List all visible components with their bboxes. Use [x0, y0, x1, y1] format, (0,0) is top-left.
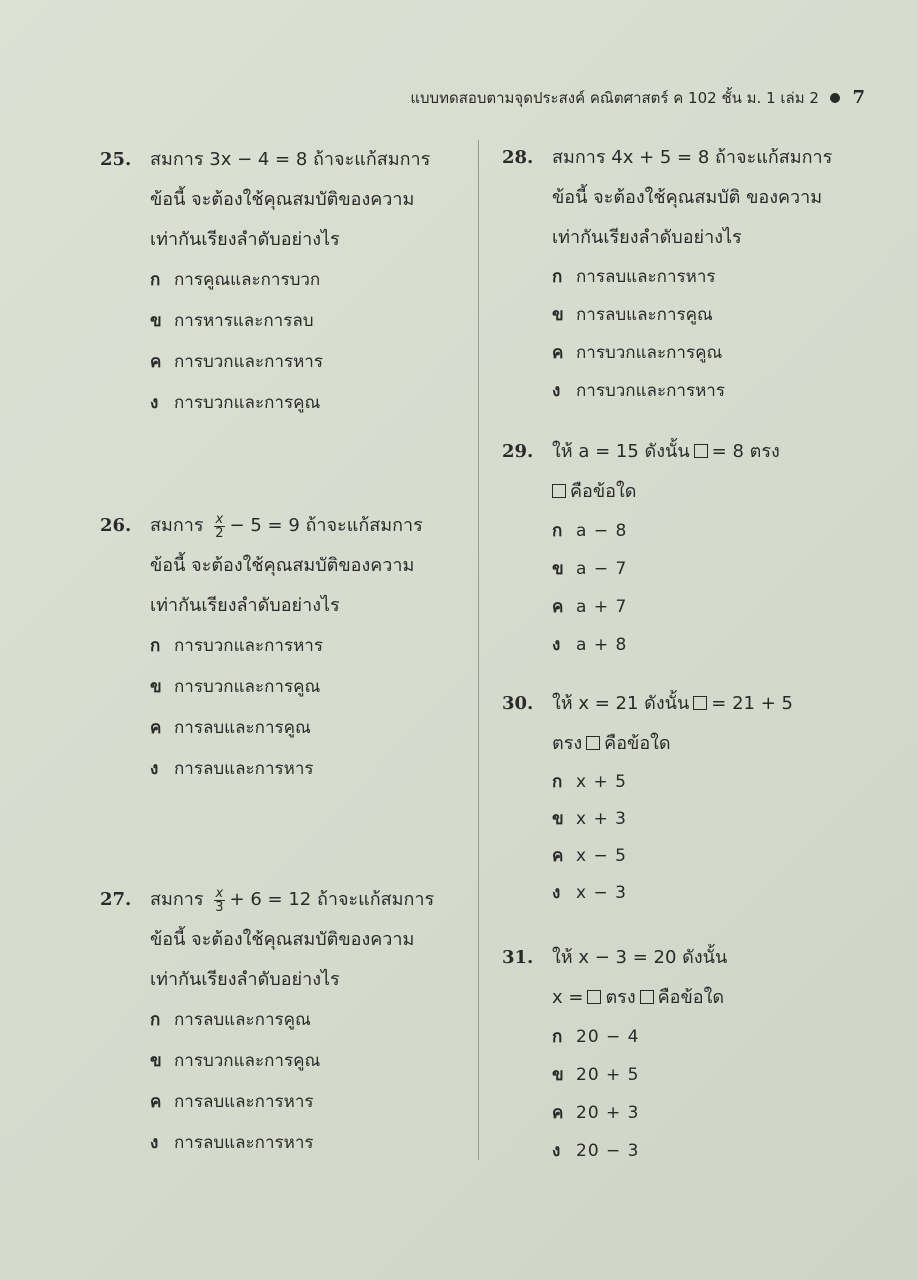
question-text: เท่ากันเรียงลำดับอย่างไร — [150, 595, 340, 616]
option-kho-khwai[interactable]: ค a + 7 — [552, 597, 628, 617]
option-kho[interactable]: ข x + 3 — [552, 809, 627, 829]
question-number: 26. — [100, 515, 132, 536]
blank-box-icon — [694, 444, 708, 458]
option-ngo[interactable]: ง การบวกและการคูณ — [150, 393, 321, 413]
bullet-dot-icon — [830, 93, 840, 103]
question-26: 26. สมการ $\frac{x}{2}$ − 5 = 9 ถ้าจะแก้สมการ ข้อนี้ จะต้องใช้คุณสมบัติของความ เท่ากันเรียงลำดับอย่างไร ก การบวกและการหาร ข การบวกและการคูณ ค การลบและการคูณ ง การลบและการหาร — [100, 506, 423, 790]
question-text: ข้อนี้ จะต้องใช้คุณสมบัติของความ — [150, 929, 415, 950]
fraction: $\frac{x}{3}$ — [215, 885, 224, 915]
question-30: 30. ให้ x = 21 ดังนั้น = 21 + 5 ตรง คือข้อใด ก x + 5 ข x + 3 ค x − 5 ง x − 3 — [502, 684, 793, 912]
question-number: 28. — [502, 147, 534, 168]
option-ka[interactable]: ก การลบและการหาร — [552, 267, 716, 287]
option-kho[interactable]: ข การบวกและการคูณ — [150, 677, 321, 697]
option-ka[interactable]: ก การลบและการคูณ — [150, 1010, 311, 1030]
question-number: 27. — [100, 889, 132, 910]
column-divider — [478, 140, 479, 1160]
option-kho[interactable]: ข การบวกและการคูณ — [150, 1051, 321, 1071]
question-number: 29. — [502, 441, 534, 462]
question-27: 27. สมการ $\frac{x}{3}$ + 6 = 12 ถ้าจะแก้สมการ ข้อนี้ จะต้องใช้คุณสมบัติของความ เท่ากันเรียงลำดับอย่างไร ก การลบและการคูณ ข การบวกและการคูณ ค การลบและการหาร ง การลบและการหาร — [100, 880, 434, 1164]
option-ngo[interactable]: ง x − 3 — [552, 883, 627, 903]
blank-box-icon — [640, 990, 654, 1004]
option-kho-khwai[interactable]: ค การบวกและการคูณ — [552, 343, 723, 363]
option-ka[interactable]: ก การคูณและการบวก — [150, 270, 321, 290]
question-text: สมการ 3x − 4 = 8 ถ้าจะแก้สมการ — [150, 149, 431, 170]
question-number: 31. — [502, 947, 534, 968]
option-kho[interactable]: ข การหารและการลบ — [150, 311, 314, 331]
option-kho-khwai[interactable]: ค 20 + 3 — [552, 1103, 640, 1123]
option-ngo[interactable]: ง การบวกและการหาร — [552, 381, 725, 401]
option-ka[interactable]: ก 20 − 4 — [552, 1027, 640, 1047]
question-25 — [100, 140, 430, 424]
option-ka[interactable]: ก a − 8 — [552, 521, 628, 541]
option-ngo[interactable]: ง การลบและการหาร — [150, 1133, 314, 1153]
option-kho-khwai[interactable]: ค การลบและการคูณ — [150, 718, 311, 738]
option-kho[interactable]: ข a − 7 — [552, 559, 628, 579]
blank-box-icon — [586, 736, 600, 750]
question-text: ข้อนี้ จะต้องใช้คุณสมบัติ ของความ — [552, 187, 823, 208]
question-31: 31. ให้ x − 3 = 20 ดังนั้น x = ตรง คือข้อใด ก 20 − 4 ข 20 + 5 ค 20 + 3 ง 20 − 3 — [502, 938, 727, 1170]
option-kho-khwai[interactable]: ค การบวกและการหาร — [150, 352, 323, 372]
blank-box-icon — [587, 990, 601, 1004]
question-text: ข้อนี้ จะต้องใช้คุณสมบัติของความ — [150, 555, 415, 576]
option-kho[interactable]: ข การลบและการคูณ — [552, 305, 713, 325]
question-text: ข้อนี้ จะต้องใช้คุณสมบัติของความ — [150, 189, 415, 210]
option-kho-khwai[interactable]: ค การลบและการหาร — [150, 1092, 314, 1112]
option-ngo[interactable]: ง การลบและการหาร — [150, 759, 314, 779]
option-ngo[interactable]: ง 20 − 3 — [552, 1141, 640, 1161]
question-29: 29. ให้ a = 15 ดังนั้น = 8 ตรง คือข้อใด ก a − 8 ข a − 7 ค a + 7 ง a + 8 — [502, 432, 780, 664]
question-text: เท่ากันเรียงลำดับอย่างไร — [552, 227, 742, 248]
option-ka[interactable]: ก x + 5 — [552, 772, 627, 792]
question-number: 30. — [502, 693, 534, 714]
option-ka[interactable]: ก การบวกและการหาร — [150, 636, 323, 656]
question-number: 25. — [100, 149, 132, 170]
fraction: $\frac{x}{2}$ — [215, 511, 224, 541]
page-number: 7 — [852, 87, 865, 108]
question-text: เท่ากันเรียงลำดับอย่างไร — [150, 229, 340, 250]
blank-box-icon — [693, 696, 707, 710]
option-kho[interactable]: ข 20 + 5 — [552, 1065, 640, 1085]
header-title: แบบทดสอบตามจุดประสงค์ คณิตศาสตร์ ค 102 ชั้น ม. 1 เล่ม 2 — [410, 89, 819, 107]
question-text: เท่ากันเรียงลำดับอย่างไร — [150, 969, 340, 990]
option-ngo[interactable]: ง a + 8 — [552, 635, 628, 655]
option-kho-khwai[interactable]: ค x − 5 — [552, 846, 627, 866]
question-28: 28. สมการ 4x + 5 = 8 ถ้าจะแก้สมการ ข้อนี้ จะต้องใช้คุณสมบัติ ของความ เท่ากันเรียงลำดับอย่างไร ก การลบและการหาร ข การลบและการคูณ ค การบวกและการคูณ ง การบวกและการหาร — [502, 138, 832, 410]
page-header — [410, 86, 865, 110]
blank-box-icon — [552, 484, 566, 498]
